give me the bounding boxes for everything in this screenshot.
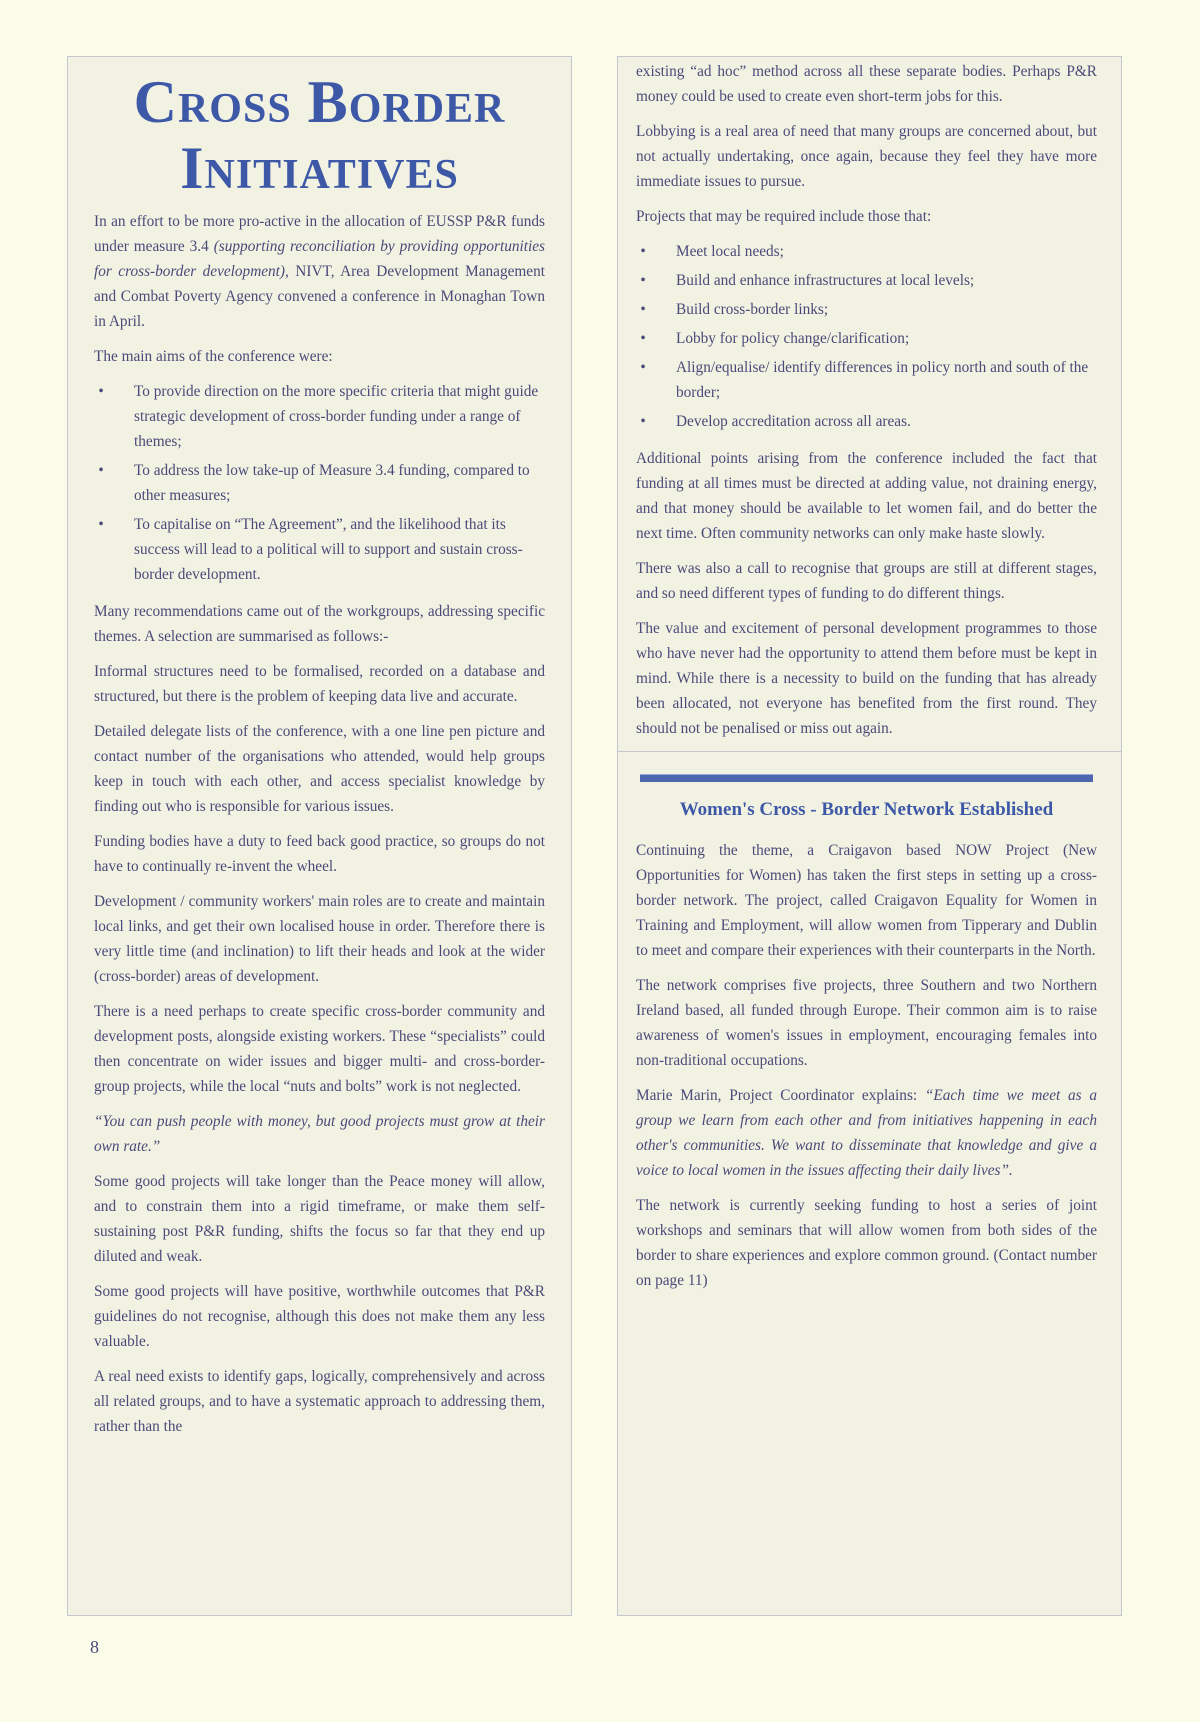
longer-projects-paragraph: Some good projects will take longer than the Peace money will allow, and to constrain them into a rigid timeframe, or make them self-sustaining post P&R funding, shifts the focus so far that they end up diluted and weak. — [94, 1173, 545, 1265]
coordinator-quote-paragraph — [636, 1083, 1097, 1183]
specialist-posts-paragraph: There is a need perhaps to create specific cross-border community and development posts, alongside existing workers. These “specialists” could then concentrate on wider issues and bigger multi- and cross-border-group projects, while the local “nuts and bolts” work is not neglected. — [94, 1003, 545, 1095]
funding-bodies-paragraph: Funding bodies have a duty to feed back good practice, so groups do not have to continually re-invent the wheel. — [94, 833, 545, 875]
aims-item-text: To address the low take-up of Measure 3.4 funding, compared to other measures; — [134, 462, 530, 504]
recommendations-paragraph: Many recommendations came out of the workgroups, addressing specific themes. A selection are summarised as follows:- — [94, 603, 545, 645]
projects-list-item — [636, 409, 1097, 434]
bullet-icon: • — [640, 359, 646, 376]
title-line-1: Cross Border — [133, 69, 506, 135]
right-column — [617, 56, 1122, 1616]
real-need-paragraph: A real need exists to identify gaps, logically, comprehensively and across all related groups, and to have a systematic approach to addressing them, rather than the — [94, 1368, 545, 1435]
aims-list-item — [94, 512, 545, 587]
projects-item-text: Align/equalise/ identify differences in policy north and south of the border; — [676, 359, 1089, 401]
aims-item-text: To capitalise on “The Agreement”, and the likelihood that its success will lead to a political will to support and sustain cross-border development. — [134, 516, 523, 583]
projects-list — [636, 239, 1097, 434]
call-paragraph: There was also a call to recognise that groups are still at different stages, and so need different types of funding to do different things. — [636, 560, 1097, 602]
projects-list-item — [636, 297, 1097, 322]
seeking-funding-paragraph: The network is currently seeking funding to host a series of joint workshops and seminars that will allow women from both sides of the border to share experiences and explore common ground. (Contact number on page 11) — [636, 1197, 1097, 1289]
bullet-icon: • — [640, 413, 646, 430]
section-divider — [640, 774, 1093, 782]
page-number: 8 — [90, 1637, 99, 1657]
projects-item-text: Lobby for policy change/clarification; — [676, 330, 910, 347]
delegate-lists-paragraph: Detailed delegate lists of the conference, with a one line pen picture and contact number of the organisations who attended, would help groups keep in touch with each other, and access specialist knowledge by finding out who is responsible for various issues. — [94, 723, 545, 815]
title-line-2: Initiatives — [180, 135, 459, 201]
projects-item-text: Meet local needs; — [676, 243, 784, 260]
left-column — [67, 56, 572, 1616]
article-title — [94, 69, 545, 201]
intro-text: In an effort to be more pro-active in the allocation of EUSSP P&R funds under measure 3.4 — [94, 213, 545, 255]
aims-list-item — [94, 379, 545, 454]
additional-points-paragraph: Additional points arising from the conference included the fact that funding at all times must be directed at adding value, not draining energy, and that money should be available to let women fail, and do better the next time. Often community networks can only make haste slowly. — [636, 450, 1097, 542]
informal-structures-paragraph: Informal structures need to be formalised, recorded on a database and structured, but there is the problem of keeping data live and accurate. — [94, 663, 545, 705]
value-paragraph: The value and excitement of personal development programmes to those who have never had the opportunity to attend them before must be kept in mind. While there is a necessity to build on the funding that has already been allocated, not everyone has benefited from the first round. They should not be penalised or miss out again. — [636, 620, 1097, 737]
projects-list-item — [636, 326, 1097, 351]
positive-outcomes-paragraph: Some good projects will have positive, worthwhile outcomes that P&R guidelines do not recognise, although this does not make them any less valuable. — [94, 1283, 545, 1350]
coordinator-quote: “Each time we meet as a group we learn from each other and from initiatives happening in each other's communities. We want to disseminate that knowledge and give a voice to local women in the issues affecting their daily lives”. — [636, 1087, 1097, 1179]
network-paragraph: The network comprises five projects, three Southern and two Northern Ireland based, all funded through Europe. Their common aim is to raise awareness of women's issues in employment, encouraging females into non-traditional occupations. — [636, 977, 1097, 1069]
lobbying-paragraph: Lobbying is a real area of need that many groups are concerned about, but not actually undertaking, once again, because they feel they have more immediate issues to pursue. — [636, 123, 1097, 190]
intro-italic-text: (supporting reconciliation by providing opportunities for cross-border development), — [94, 238, 545, 280]
projects-list-item — [636, 268, 1097, 293]
coordinator-intro: Marie Marin, Project Coordinator explains: — [636, 1087, 925, 1104]
womens-network-section — [618, 751, 1121, 1293]
projects-item-text: Build and enhance infrastructures at local levels; — [676, 272, 975, 289]
continuing-paragraph: Continuing the theme, a Craigavon based NOW Project (New Opportunities for Women) has taken the first steps in setting up a cross-border network. The project, called Craigavon Equality for Women in Training and Employment, will allow women from Tipperary and Dublin to meet and compare their experiences with their counterparts in the North. — [636, 842, 1097, 959]
intro-text-end: NIVT, Area Development Management and Combat Poverty Agency convened a conference in Monaghan Town in April. — [94, 263, 545, 330]
continued-paragraph: existing “ad hoc” method across all these separate bodies. Perhaps P&R money could be used to create even short-term jobs for this. — [636, 63, 1097, 105]
aims-item-text: To provide direction on the more specific criteria that might guide strategic development of cross-border funding under a range of themes; — [134, 383, 539, 450]
bullet-icon: • — [640, 243, 646, 260]
projects-list-item — [636, 355, 1097, 405]
aims-intro: The main aims of the conference were: — [94, 348, 333, 365]
projects-list-item — [636, 239, 1097, 264]
section-heading: Women's Cross - Border Network Established — [679, 799, 1054, 820]
intro-paragraph — [94, 209, 545, 334]
bullet-icon: • — [640, 272, 646, 289]
development-workers-paragraph: Development / community workers' main roles are to create and maintain local links, and get their own localised house in order. Therefore there is very little time (and inclination) to lift their heads and look at the wider (cross-border) areas of development. — [94, 893, 545, 985]
bullet-icon: • — [640, 330, 646, 347]
aims-list — [94, 379, 545, 587]
bullet-icon: • — [640, 301, 646, 318]
projects-item-text: Develop accreditation across all areas. — [676, 413, 911, 430]
bullet-icon: • — [98, 462, 104, 479]
aims-list-item — [94, 458, 545, 508]
pull-quote: “You can push people with money, but good projects must grow at their own rate.” — [94, 1113, 545, 1155]
projects-item-text: Build cross-border links; — [676, 301, 829, 318]
projects-intro: Projects that may be required include those that: — [636, 208, 932, 225]
bullet-icon: • — [98, 383, 104, 400]
bullet-icon: • — [98, 516, 104, 533]
